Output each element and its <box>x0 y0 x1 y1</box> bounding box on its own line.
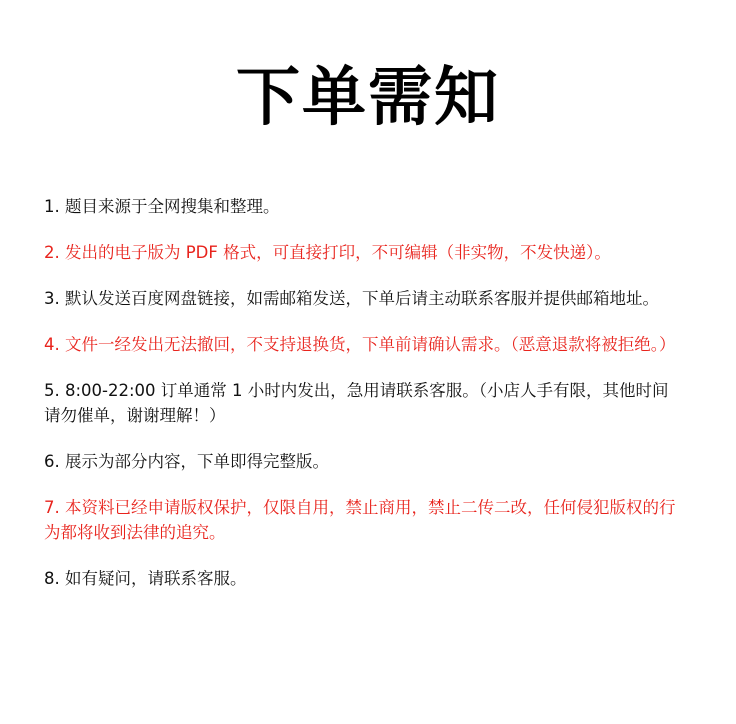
notice-item-7: 7. 本资料已经申请版权保护，仅限自用，禁止商用，禁止二传二改，任何侵犯版权的行为都将收到法律的追究。 <box>44 498 676 542</box>
notice-item-4: 4. 文件一经发出无法撤回，不支持退换货，下单前请确认需求。（恶意退款将被拒绝。） <box>44 335 676 354</box>
notice-list <box>44 194 684 612</box>
page-title: 下单需知 <box>236 61 500 135</box>
notice-item-2: 2. 发出的电子版为 PDF 格式，可直接打印，不可编辑（非实物，不发快递）。 <box>44 243 611 262</box>
notice-item-3: 3. 默认发送百度网盘链接，如需邮箱发送，下单后请主动联系客服并提供邮箱地址。 <box>44 289 659 308</box>
notice-item-8: 8. 如有疑问，请联系客服。 <box>44 569 247 588</box>
notice-item-6: 6. 展示为部分内容，下单即得完整版。 <box>44 452 329 471</box>
notice-item-1: 1. 题目来源于全网搜集和整理。 <box>44 197 280 216</box>
notice-item-5: 5. 8:00-22:00 订单通常 1 小时内发出，急用请联系客服。（小店人手有限，其他时间请勿催单，谢谢理解！） <box>44 381 669 425</box>
